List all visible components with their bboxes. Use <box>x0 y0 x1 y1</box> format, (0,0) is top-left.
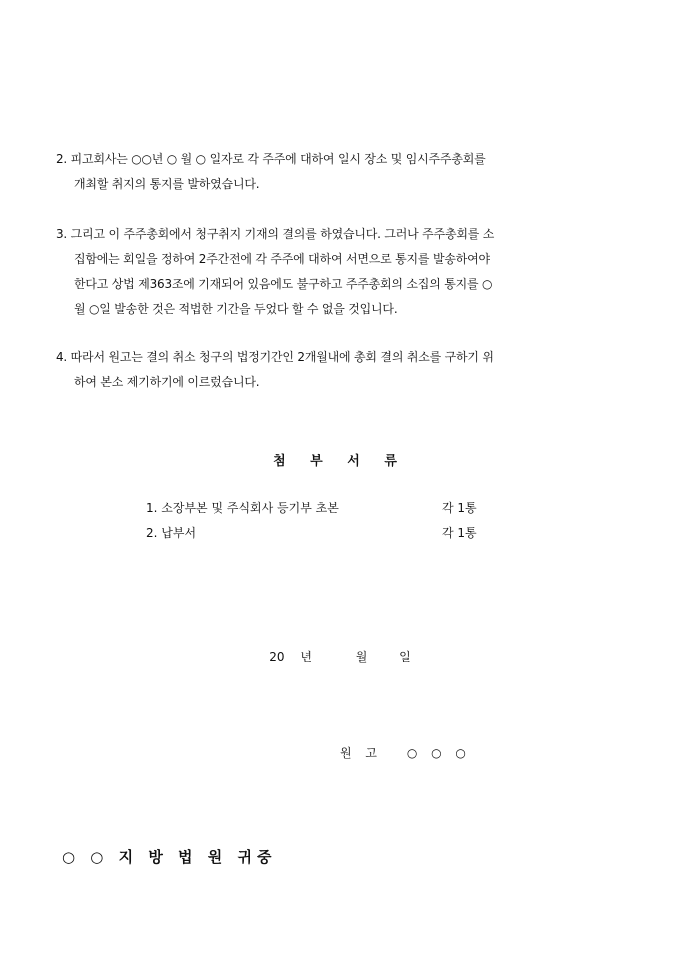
paragraph-line: 4. 따라서 원고는 결의 취소 청구의 법정기간인 2개월내에 총회 결의 취소를 구하기 위 <box>56 350 494 364</box>
signature-name: ○ ○ ○ <box>406 746 466 760</box>
attachment-name: 1. 소장부본 및 주식회사 등기부 초본 <box>146 501 339 515</box>
paragraph-line: 집함에는 회일을 정하여 2주간전에 각 주주에 대하여 서면으로 통지를 발송하여야 <box>74 252 490 266</box>
paragraph-item-4 <box>56 345 626 395</box>
attachment-name: 2. 납부서 <box>146 526 197 540</box>
paragraph-line: 2. 피고회사는 ○○년 ○ 월 ○ 일자로 각 주주에 대하여 일시 장소 및 임시주주총회를 <box>56 152 486 166</box>
paragraph-line: 한다고 상법 제363조에 기재되어 있음에도 불구하고 주주총회의 소집의 통지를 ○ <box>74 277 493 291</box>
date-day-unit: 일 <box>399 650 411 664</box>
court-addressee: ○ ○ 지 방 법 원 귀중 <box>62 848 277 866</box>
attachment-row <box>146 524 506 546</box>
attachments-heading: 첨 부 서 류 <box>273 454 407 469</box>
paragraph-item-2 <box>56 147 626 197</box>
signature-line <box>340 744 466 761</box>
attachment-row <box>146 499 506 521</box>
paragraph-line: 3. 그리고 이 주주총회에서 청구취지 기재의 결의를 하였습니다. 그러나 주주총회를 소 <box>56 227 495 241</box>
paragraph-line: 개최할 취지의 통지를 발하였습니다. <box>74 177 260 191</box>
paragraph-item-3 <box>56 222 626 322</box>
paragraph-line: 월 ○일 발송한 것은 적법한 기간을 두었다 할 수 없을 것입니다. <box>74 302 398 316</box>
paragraph-line: 하여 본소 제기하기에 이르렀습니다. <box>74 375 260 389</box>
date-year-unit: 년 <box>300 650 312 664</box>
date-month-unit: 월 <box>355 650 368 664</box>
date-year: 20 <box>269 650 285 664</box>
attachment-qty: 각 1통 <box>442 501 477 515</box>
attachment-qty: 각 1통 <box>442 526 477 540</box>
document-date <box>0 648 680 665</box>
signature-label: 원 고 <box>340 746 377 760</box>
